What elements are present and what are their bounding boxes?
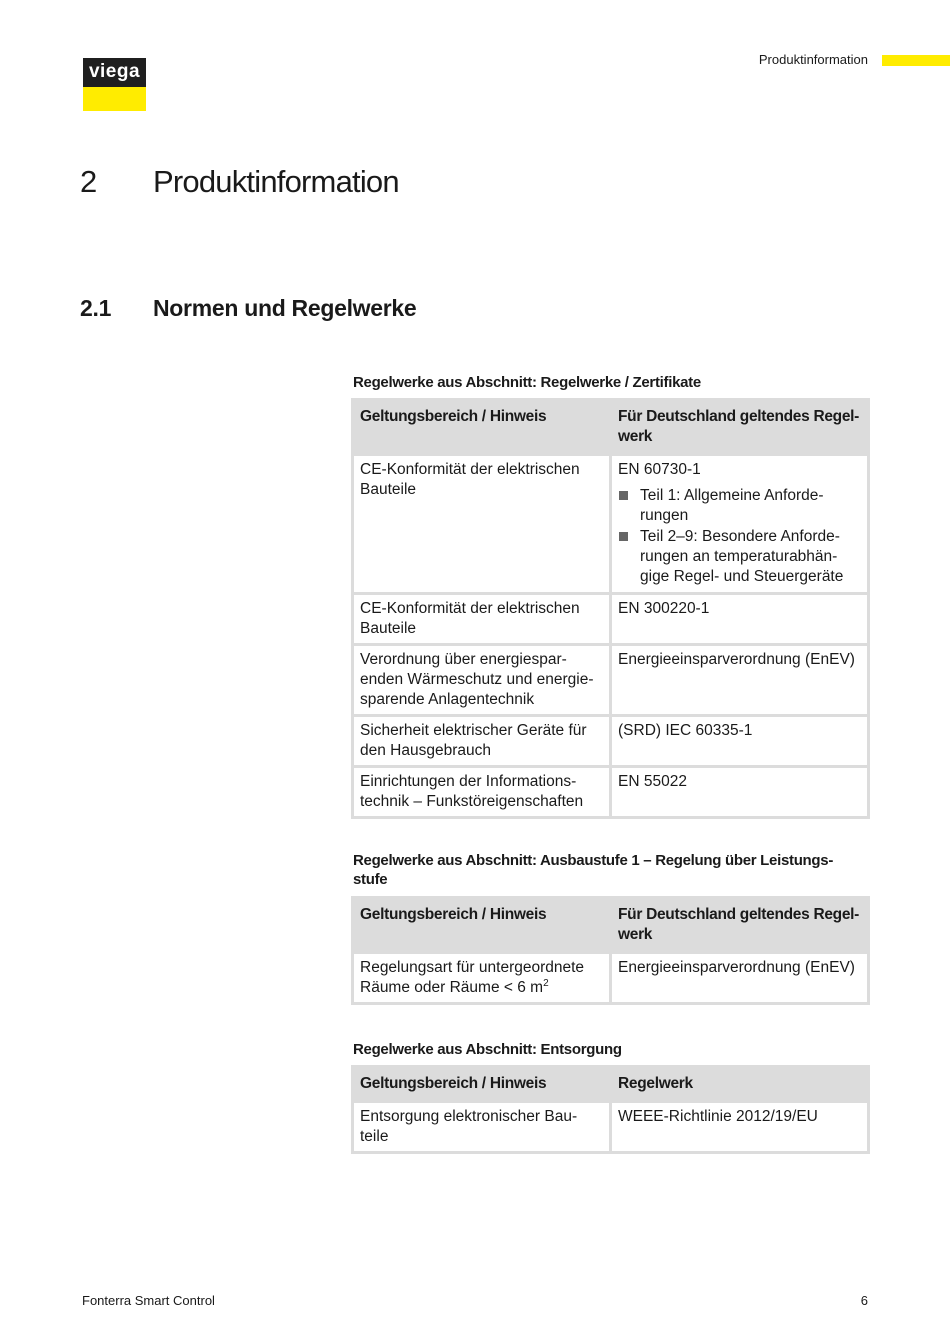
table-row (353, 953, 869, 1004)
superscript: 2 (543, 977, 549, 989)
column-header: Regelwerk (611, 1067, 869, 1102)
chapter-heading (80, 164, 399, 200)
chapter-title: Produktinformation (153, 164, 399, 199)
scope-cell: Sicherheit elektrischer Geräte für den Hausgebrauch (353, 716, 611, 767)
standards-table (351, 1065, 870, 1154)
column-header: Für Deutschland geltendes Regel- werk (611, 898, 869, 953)
table-row (353, 455, 869, 594)
rule-cell: Energieeinsparverordnung (EnEV) (611, 953, 869, 1004)
rule-cell (611, 455, 869, 594)
rule-cell: Energieeinsparverordnung (EnEV) (611, 645, 869, 716)
section-heading (80, 295, 416, 322)
rule-cell: (SRD) IEC 60335-1 (611, 716, 869, 767)
rule-parts-list (618, 486, 862, 587)
table-header-row (353, 1067, 869, 1102)
table-header-row (353, 400, 869, 455)
scope-cell: Entsorgung elektronischer Bau- teile (353, 1102, 611, 1153)
page-number: 6 (860, 1293, 868, 1308)
table-header-row (353, 898, 869, 953)
rule-cell: EN 300220-1 (611, 594, 869, 645)
rule-text: EN 60730-1 (618, 461, 701, 478)
table-row (353, 594, 869, 645)
viega-logo (83, 58, 146, 111)
table-caption: Regelwerke aus Abschnitt: Ausbaustufe 1 – Regelung über Leistungs- stufe (353, 852, 834, 888)
table-caption: Regelwerke aus Abschnitt: Entsorgung (353, 1041, 622, 1058)
table-row (353, 1102, 869, 1153)
chapter-number: 2 (80, 164, 97, 199)
list-item: Teil 2–9: Besondere Anforde- rungen an temperaturabhän- gige Regel- und Steuergeräte (618, 527, 862, 587)
logo-wordmark: viega (83, 58, 146, 87)
table-row (353, 767, 869, 818)
running-header: Produktinformation (758, 52, 868, 67)
footer-product-name: Fonterra Smart Control (82, 1293, 215, 1308)
rule-cell: EN 55022 (611, 767, 869, 818)
scope-cell: CE-Konformität der elektrischen Bauteile (353, 455, 611, 594)
list-item: Teil 1: Allgemeine Anforde- rungen (618, 486, 862, 526)
table-row (353, 716, 869, 767)
standards-table (351, 398, 870, 819)
header-accent-bar (882, 55, 950, 66)
section-number: 2.1 (80, 295, 112, 321)
scope-text: Regelungsart für untergeordnete Räume oder Räume < 6 m (360, 959, 585, 996)
scope-cell: CE-Konformität der elektrischen Bauteile (353, 594, 611, 645)
standards-table (351, 896, 870, 1005)
section-title: Normen und Regelwerke (153, 295, 417, 321)
scope-cell: Einrichtungen der Informations- technik – Funkstöreigenschaften (353, 767, 611, 818)
column-header: Geltungsbereich / Hinweis (353, 898, 611, 953)
column-header: Geltungsbereich / Hinweis (353, 1067, 611, 1102)
scope-cell (353, 953, 611, 1004)
column-header: Für Deutschland geltendes Regel- werk (611, 400, 869, 455)
logo-yellow-band (83, 87, 146, 111)
column-header: Geltungsbereich / Hinweis (353, 400, 611, 455)
scope-cell: Verordnung über energiespar- enden Wärmeschutz und energie- sparende Anlagentechnik (353, 645, 611, 716)
table-caption: Regelwerke aus Abschnitt: Regelwerke / Zertifikate (353, 374, 701, 391)
rule-cell: WEEE-Richtlinie 2012/19/EU (611, 1102, 869, 1153)
table-row (353, 645, 869, 716)
